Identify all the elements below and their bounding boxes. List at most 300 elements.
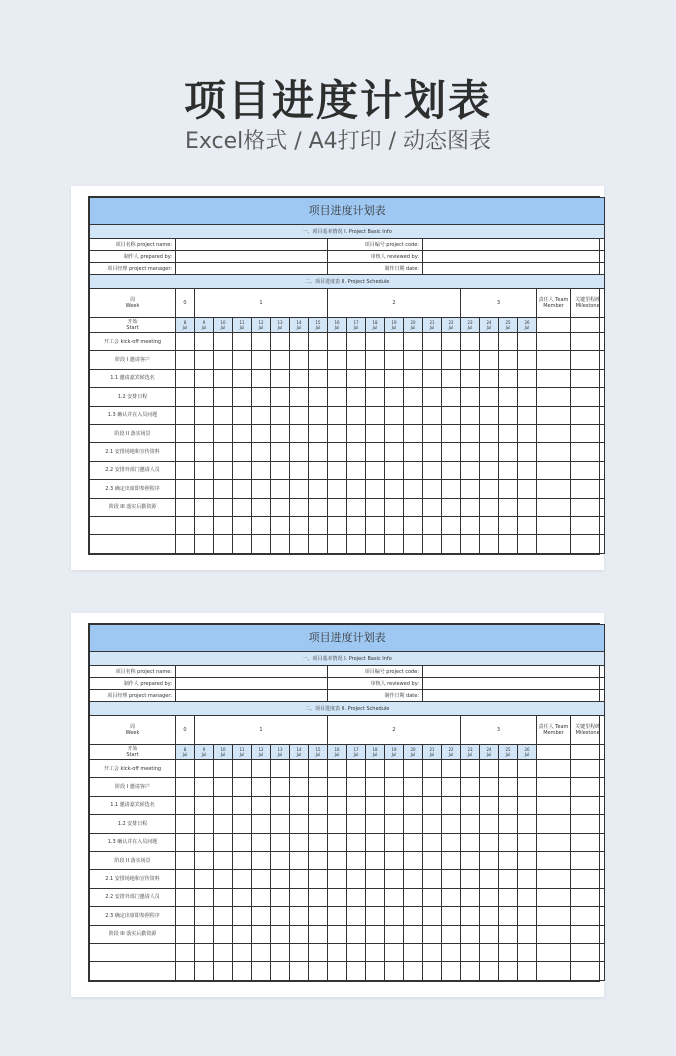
schedule-cell[interactable] <box>480 535 499 553</box>
schedule-cell[interactable] <box>518 516 537 534</box>
schedule-cell[interactable] <box>252 925 271 943</box>
schedule-cell[interactable] <box>233 888 252 906</box>
schedule-cell[interactable] <box>271 516 290 534</box>
owner-cell[interactable] <box>537 424 571 442</box>
milestone-cell[interactable] <box>571 778 605 796</box>
task-name[interactable]: 2.2 安排外部门邀请人员 <box>90 888 176 906</box>
schedule-cell[interactable] <box>176 369 195 387</box>
schedule-cell[interactable] <box>271 796 290 814</box>
schedule-cell[interactable] <box>499 760 518 778</box>
schedule-cell[interactable] <box>423 815 442 833</box>
schedule-cell[interactable] <box>442 778 461 796</box>
schedule-cell[interactable] <box>499 535 518 553</box>
reviewed-by-value[interactable] <box>423 251 605 263</box>
owner-cell[interactable] <box>537 851 571 869</box>
schedule-cell[interactable] <box>271 778 290 796</box>
schedule-cell[interactable] <box>214 888 233 906</box>
schedule-cell[interactable] <box>518 943 537 961</box>
schedule-cell[interactable] <box>347 870 366 888</box>
schedule-cell[interactable] <box>461 888 480 906</box>
schedule-cell[interactable] <box>271 406 290 424</box>
schedule-cell[interactable] <box>347 480 366 498</box>
schedule-cell[interactable] <box>176 962 195 980</box>
schedule-cell[interactable] <box>480 851 499 869</box>
schedule-cell[interactable] <box>176 333 195 351</box>
schedule-cell[interactable] <box>518 870 537 888</box>
task-name[interactable]: 阶段 III 落实后勤资源 <box>90 498 176 516</box>
schedule-cell[interactable] <box>176 480 195 498</box>
schedule-cell[interactable] <box>309 516 328 534</box>
schedule-cell[interactable] <box>328 943 347 961</box>
schedule-cell[interactable] <box>309 925 328 943</box>
schedule-cell[interactable] <box>290 778 309 796</box>
schedule-cell[interactable] <box>366 870 385 888</box>
schedule-cell[interactable] <box>499 461 518 479</box>
schedule-cell[interactable] <box>461 461 480 479</box>
schedule-cell[interactable] <box>423 443 442 461</box>
schedule-cell[interactable] <box>290 888 309 906</box>
schedule-cell[interactable] <box>518 333 537 351</box>
schedule-cell[interactable] <box>176 388 195 406</box>
schedule-cell[interactable] <box>214 907 233 925</box>
schedule-cell[interactable] <box>347 369 366 387</box>
schedule-cell[interactable] <box>271 498 290 516</box>
schedule-cell[interactable] <box>328 369 347 387</box>
schedule-cell[interactable] <box>480 925 499 943</box>
schedule-cell[interactable] <box>461 480 480 498</box>
schedule-cell[interactable] <box>195 796 214 814</box>
schedule-cell[interactable] <box>442 907 461 925</box>
schedule-cell[interactable] <box>233 870 252 888</box>
milestone-cell[interactable] <box>571 480 605 498</box>
milestone-cell[interactable] <box>571 962 605 980</box>
schedule-cell[interactable] <box>214 351 233 369</box>
schedule-cell[interactable] <box>347 333 366 351</box>
schedule-cell[interactable] <box>404 388 423 406</box>
schedule-cell[interactable] <box>518 962 537 980</box>
schedule-cell[interactable] <box>347 796 366 814</box>
task-name[interactable]: 1.3 确认并在入员问题 <box>90 833 176 851</box>
schedule-cell[interactable] <box>499 443 518 461</box>
schedule-cell[interactable] <box>214 406 233 424</box>
schedule-cell[interactable] <box>176 498 195 516</box>
schedule-cell[interactable] <box>366 424 385 442</box>
schedule-cell[interactable] <box>195 943 214 961</box>
milestone-cell[interactable] <box>571 388 605 406</box>
schedule-cell[interactable] <box>328 851 347 869</box>
schedule-cell[interactable] <box>252 333 271 351</box>
schedule-cell[interactable] <box>328 443 347 461</box>
schedule-cell[interactable] <box>423 760 442 778</box>
schedule-cell[interactable] <box>404 925 423 943</box>
schedule-cell[interactable] <box>347 962 366 980</box>
milestone-cell[interactable] <box>571 406 605 424</box>
schedule-cell[interactable] <box>404 943 423 961</box>
schedule-cell[interactable] <box>385 461 404 479</box>
schedule-cell[interactable] <box>290 406 309 424</box>
schedule-cell[interactable] <box>423 888 442 906</box>
schedule-cell[interactable] <box>271 388 290 406</box>
schedule-cell[interactable] <box>366 907 385 925</box>
schedule-cell[interactable] <box>271 351 290 369</box>
schedule-cell[interactable] <box>290 351 309 369</box>
schedule-cell[interactable] <box>442 443 461 461</box>
owner-cell[interactable] <box>537 388 571 406</box>
schedule-cell[interactable] <box>423 870 442 888</box>
schedule-cell[interactable] <box>195 388 214 406</box>
manager-value[interactable] <box>176 263 328 275</box>
schedule-cell[interactable] <box>309 498 328 516</box>
schedule-cell[interactable] <box>423 498 442 516</box>
task-name[interactable]: 1.1 邀请嘉宾候选名 <box>90 796 176 814</box>
schedule-cell[interactable] <box>233 480 252 498</box>
manager-value[interactable] <box>176 690 328 702</box>
schedule-cell[interactable] <box>423 796 442 814</box>
date-value[interactable] <box>423 263 605 275</box>
schedule-cell[interactable] <box>176 778 195 796</box>
schedule-cell[interactable] <box>309 907 328 925</box>
schedule-cell[interactable] <box>518 833 537 851</box>
schedule-cell[interactable] <box>423 778 442 796</box>
schedule-cell[interactable] <box>214 388 233 406</box>
schedule-cell[interactable] <box>423 907 442 925</box>
schedule-cell[interactable] <box>404 369 423 387</box>
schedule-cell[interactable] <box>442 406 461 424</box>
schedule-cell[interactable] <box>252 851 271 869</box>
schedule-cell[interactable] <box>309 870 328 888</box>
schedule-cell[interactable] <box>480 424 499 442</box>
schedule-cell[interactable] <box>518 907 537 925</box>
schedule-cell[interactable] <box>480 516 499 534</box>
schedule-cell[interactable] <box>328 516 347 534</box>
schedule-cell[interactable] <box>404 796 423 814</box>
schedule-cell[interactable] <box>214 760 233 778</box>
schedule-cell[interactable] <box>195 480 214 498</box>
schedule-cell[interactable] <box>366 833 385 851</box>
schedule-cell[interactable] <box>309 443 328 461</box>
owner-cell[interactable] <box>537 406 571 424</box>
schedule-cell[interactable] <box>233 388 252 406</box>
schedule-cell[interactable] <box>271 443 290 461</box>
project-name-value[interactable] <box>176 239 328 251</box>
schedule-cell[interactable] <box>347 851 366 869</box>
schedule-cell[interactable] <box>290 943 309 961</box>
schedule-cell[interactable] <box>461 406 480 424</box>
reviewed-by-value[interactable] <box>423 678 605 690</box>
schedule-cell[interactable] <box>423 925 442 943</box>
schedule-cell[interactable] <box>214 535 233 553</box>
schedule-cell[interactable] <box>518 888 537 906</box>
schedule-cell[interactable] <box>176 907 195 925</box>
schedule-cell[interactable] <box>518 535 537 553</box>
schedule-cell[interactable] <box>385 369 404 387</box>
schedule-cell[interactable] <box>233 943 252 961</box>
schedule-cell[interactable] <box>195 333 214 351</box>
schedule-cell[interactable] <box>176 535 195 553</box>
prepared-by-value[interactable] <box>176 678 328 690</box>
schedule-cell[interactable] <box>252 461 271 479</box>
task-name[interactable]: 阶段 II 落实场景 <box>90 424 176 442</box>
task-name[interactable]: 2.3 确定出席即参照程序 <box>90 480 176 498</box>
schedule-cell[interactable] <box>271 480 290 498</box>
schedule-cell[interactable] <box>366 815 385 833</box>
schedule-cell[interactable] <box>461 815 480 833</box>
schedule-cell[interactable] <box>271 943 290 961</box>
schedule-cell[interactable] <box>233 333 252 351</box>
schedule-cell[interactable] <box>233 925 252 943</box>
schedule-cell[interactable] <box>347 815 366 833</box>
schedule-cell[interactable] <box>271 925 290 943</box>
schedule-cell[interactable] <box>290 796 309 814</box>
milestone-cell[interactable] <box>571 943 605 961</box>
schedule-cell[interactable] <box>309 851 328 869</box>
schedule-cell[interactable] <box>176 925 195 943</box>
milestone-cell[interactable] <box>571 333 605 351</box>
schedule-cell[interactable] <box>480 962 499 980</box>
schedule-cell[interactable] <box>480 888 499 906</box>
schedule-cell[interactable] <box>385 870 404 888</box>
schedule-cell[interactable] <box>252 943 271 961</box>
schedule-cell[interactable] <box>423 369 442 387</box>
schedule-cell[interactable] <box>309 333 328 351</box>
schedule-cell[interactable] <box>442 369 461 387</box>
task-name[interactable]: 2.2 安排外部门邀请人员 <box>90 461 176 479</box>
schedule-cell[interactable] <box>423 351 442 369</box>
schedule-cell[interactable] <box>233 351 252 369</box>
schedule-cell[interactable] <box>366 333 385 351</box>
schedule-cell[interactable] <box>309 760 328 778</box>
schedule-cell[interactable] <box>233 815 252 833</box>
schedule-cell[interactable] <box>309 461 328 479</box>
schedule-cell[interactable] <box>328 535 347 553</box>
project-code-value[interactable] <box>423 239 605 251</box>
schedule-cell[interactable] <box>423 333 442 351</box>
schedule-cell[interactable] <box>214 333 233 351</box>
schedule-cell[interactable] <box>366 461 385 479</box>
milestone-cell[interactable] <box>571 760 605 778</box>
schedule-cell[interactable] <box>385 760 404 778</box>
schedule-cell[interactable] <box>271 461 290 479</box>
schedule-cell[interactable] <box>328 907 347 925</box>
schedule-cell[interactable] <box>252 796 271 814</box>
schedule-cell[interactable] <box>518 778 537 796</box>
schedule-cell[interactable] <box>195 443 214 461</box>
milestone-cell[interactable] <box>571 498 605 516</box>
schedule-cell[interactable] <box>290 815 309 833</box>
schedule-cell[interactable] <box>328 962 347 980</box>
schedule-cell[interactable] <box>176 888 195 906</box>
schedule-cell[interactable] <box>404 424 423 442</box>
schedule-cell[interactable] <box>252 907 271 925</box>
schedule-cell[interactable] <box>480 443 499 461</box>
owner-cell[interactable] <box>537 943 571 961</box>
schedule-cell[interactable] <box>176 461 195 479</box>
schedule-cell[interactable] <box>195 424 214 442</box>
task-name[interactable]: 阶段 III 落实后勤资源 <box>90 925 176 943</box>
schedule-cell[interactable] <box>385 962 404 980</box>
schedule-cell[interactable] <box>252 369 271 387</box>
milestone-cell[interactable] <box>571 443 605 461</box>
schedule-cell[interactable] <box>252 406 271 424</box>
schedule-cell[interactable] <box>290 535 309 553</box>
schedule-cell[interactable] <box>366 351 385 369</box>
schedule-cell[interactable] <box>499 516 518 534</box>
schedule-cell[interactable] <box>461 351 480 369</box>
task-name[interactable] <box>90 943 176 961</box>
schedule-cell[interactable] <box>347 498 366 516</box>
schedule-cell[interactable] <box>176 760 195 778</box>
milestone-cell[interactable] <box>571 925 605 943</box>
schedule-cell[interactable] <box>252 516 271 534</box>
schedule-cell[interactable] <box>499 498 518 516</box>
schedule-cell[interactable] <box>214 925 233 943</box>
owner-cell[interactable] <box>537 461 571 479</box>
schedule-cell[interactable] <box>499 406 518 424</box>
schedule-cell[interactable] <box>480 943 499 961</box>
schedule-cell[interactable] <box>252 443 271 461</box>
schedule-cell[interactable] <box>328 925 347 943</box>
schedule-cell[interactable] <box>499 388 518 406</box>
schedule-cell[interactable] <box>176 516 195 534</box>
schedule-cell[interactable] <box>271 870 290 888</box>
schedule-cell[interactable] <box>480 796 499 814</box>
schedule-cell[interactable] <box>461 388 480 406</box>
owner-cell[interactable] <box>537 870 571 888</box>
schedule-cell[interactable] <box>214 778 233 796</box>
schedule-cell[interactable] <box>347 388 366 406</box>
schedule-cell[interactable] <box>309 388 328 406</box>
schedule-cell[interactable] <box>461 833 480 851</box>
task-name[interactable]: 2.1 安排场地和宣传资料 <box>90 870 176 888</box>
schedule-cell[interactable] <box>461 925 480 943</box>
schedule-cell[interactable] <box>518 851 537 869</box>
schedule-cell[interactable] <box>518 443 537 461</box>
milestone-cell[interactable] <box>571 369 605 387</box>
schedule-cell[interactable] <box>480 498 499 516</box>
owner-cell[interactable] <box>537 535 571 553</box>
schedule-cell[interactable] <box>480 480 499 498</box>
schedule-cell[interactable] <box>290 424 309 442</box>
schedule-cell[interactable] <box>195 498 214 516</box>
schedule-cell[interactable] <box>233 443 252 461</box>
schedule-cell[interactable] <box>328 333 347 351</box>
schedule-cell[interactable] <box>404 333 423 351</box>
milestone-cell[interactable] <box>571 461 605 479</box>
schedule-cell[interactable] <box>518 925 537 943</box>
schedule-cell[interactable] <box>214 870 233 888</box>
schedule-cell[interactable] <box>404 461 423 479</box>
schedule-cell[interactable] <box>347 925 366 943</box>
schedule-cell[interactable] <box>214 369 233 387</box>
schedule-cell[interactable] <box>328 778 347 796</box>
milestone-cell[interactable] <box>571 851 605 869</box>
schedule-cell[interactable] <box>404 535 423 553</box>
schedule-cell[interactable] <box>518 406 537 424</box>
schedule-cell[interactable] <box>366 851 385 869</box>
schedule-cell[interactable] <box>214 480 233 498</box>
milestone-cell[interactable] <box>571 796 605 814</box>
schedule-cell[interactable] <box>252 833 271 851</box>
schedule-cell[interactable] <box>309 480 328 498</box>
schedule-cell[interactable] <box>195 778 214 796</box>
schedule-cell[interactable] <box>214 796 233 814</box>
schedule-cell[interactable] <box>518 498 537 516</box>
schedule-cell[interactable] <box>176 870 195 888</box>
schedule-cell[interactable] <box>309 369 328 387</box>
owner-cell[interactable] <box>537 516 571 534</box>
schedule-cell[interactable] <box>442 925 461 943</box>
schedule-cell[interactable] <box>499 351 518 369</box>
schedule-cell[interactable] <box>290 333 309 351</box>
schedule-cell[interactable] <box>461 516 480 534</box>
task-name[interactable] <box>90 516 176 534</box>
schedule-cell[interactable] <box>499 778 518 796</box>
schedule-cell[interactable] <box>366 796 385 814</box>
schedule-cell[interactable] <box>442 962 461 980</box>
schedule-cell[interactable] <box>442 461 461 479</box>
schedule-cell[interactable] <box>271 888 290 906</box>
schedule-cell[interactable] <box>309 815 328 833</box>
schedule-cell[interactable] <box>423 535 442 553</box>
schedule-cell[interactable] <box>347 406 366 424</box>
schedule-cell[interactable] <box>404 498 423 516</box>
schedule-cell[interactable] <box>309 424 328 442</box>
schedule-cell[interactable] <box>404 870 423 888</box>
schedule-cell[interactable] <box>423 851 442 869</box>
schedule-cell[interactable] <box>290 498 309 516</box>
schedule-cell[interactable] <box>195 833 214 851</box>
schedule-cell[interactable] <box>404 888 423 906</box>
schedule-cell[interactable] <box>271 369 290 387</box>
schedule-cell[interactable] <box>271 907 290 925</box>
owner-cell[interactable] <box>537 962 571 980</box>
schedule-cell[interactable] <box>290 760 309 778</box>
schedule-cell[interactable] <box>385 888 404 906</box>
schedule-cell[interactable] <box>442 815 461 833</box>
schedule-cell[interactable] <box>290 870 309 888</box>
owner-cell[interactable] <box>537 796 571 814</box>
schedule-cell[interactable] <box>252 760 271 778</box>
schedule-cell[interactable] <box>518 388 537 406</box>
schedule-cell[interactable] <box>176 406 195 424</box>
schedule-cell[interactable] <box>461 369 480 387</box>
schedule-cell[interactable] <box>328 480 347 498</box>
schedule-cell[interactable] <box>290 962 309 980</box>
schedule-cell[interactable] <box>480 870 499 888</box>
schedule-cell[interactable] <box>385 406 404 424</box>
schedule-cell[interactable] <box>233 907 252 925</box>
schedule-cell[interactable] <box>271 962 290 980</box>
schedule-cell[interactable] <box>233 516 252 534</box>
schedule-cell[interactable] <box>233 406 252 424</box>
schedule-cell[interactable] <box>195 760 214 778</box>
schedule-cell[interactable] <box>499 943 518 961</box>
schedule-cell[interactable] <box>404 778 423 796</box>
owner-cell[interactable] <box>537 833 571 851</box>
schedule-cell[interactable] <box>195 516 214 534</box>
schedule-cell[interactable] <box>461 870 480 888</box>
schedule-cell[interactable] <box>366 962 385 980</box>
schedule-cell[interactable] <box>214 833 233 851</box>
schedule-cell[interactable] <box>347 943 366 961</box>
schedule-cell[interactable] <box>309 796 328 814</box>
milestone-cell[interactable] <box>571 870 605 888</box>
schedule-cell[interactable] <box>176 796 195 814</box>
schedule-cell[interactable] <box>271 851 290 869</box>
schedule-cell[interactable] <box>176 443 195 461</box>
schedule-cell[interactable] <box>480 778 499 796</box>
schedule-cell[interactable] <box>252 815 271 833</box>
